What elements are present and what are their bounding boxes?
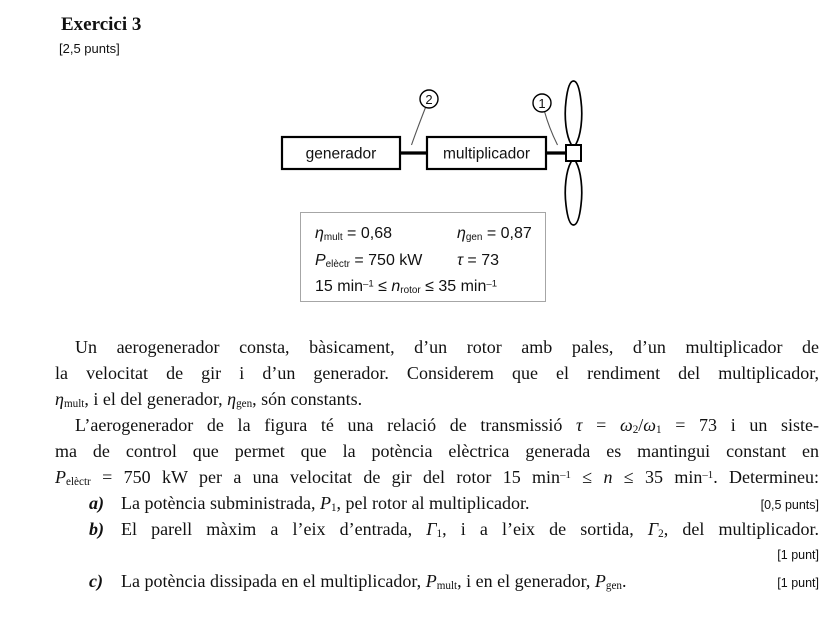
param-p-electr: $P_{elèctr} = 750$ kW (315, 252, 423, 270)
paragraph2-line3: $P_{elèctr} = 750$ kW per a una velocitat de gir del rotor 15 $\min^{-1} \le n \le 35$ $\min^{-1}$. Determineu: (55, 467, 820, 488)
param-eta-gen: $\eta_{gen} = 0,87$ (457, 225, 532, 243)
item-a-text: La potència subministrada, $P_1$, pel rotor al multiplicador. (121, 493, 530, 514)
rotor-hub (566, 145, 581, 161)
paragraph2-line1: L’aerogenerador de la figura té una relació de transmissió $\tau = \omega_2/\omega_1 = 73$ i un siste- (75, 415, 819, 436)
param-n-range: 15 $\min^{-1} \le n_{rotor} \le 35$ $\min^{-1}$ (315, 278, 498, 296)
item-c-letter: c) (89, 571, 103, 591)
paragraph1-line2: la velocitat de gir i d’un generador. Considerem que el rendiment del multiplicador, (55, 363, 819, 383)
multiplier-label: multiplicador (442, 145, 531, 163)
item-a-points: [0,5 punts] (760, 498, 819, 512)
rotor-blade-top (565, 81, 582, 146)
parameters-box (300, 212, 546, 302)
generator-label: generador (305, 145, 377, 163)
callout-2-number: 2 (425, 91, 433, 107)
callout-2-leader (412, 108, 426, 146)
list-item-b (55, 516, 819, 542)
paragraph1-line3: $\eta_{mult}$, i el del generador, $\eta_{gen}$, són constants. (55, 389, 363, 410)
rotor-blade-bottom (565, 160, 582, 225)
paragraph2-line2: ma de control que permet que la potència elèctrica generada es mantingui constant en (55, 441, 819, 461)
list-item-c (55, 568, 819, 594)
item-a-letter: a) (89, 493, 104, 513)
callout-1-number: 1 (538, 95, 546, 111)
paragraph1-line1: Un aerogenerador consta, bàsicament, d’un rotor amb pales, d’un multiplicador de (75, 337, 819, 357)
item-b-points: [1 punt] (777, 548, 819, 562)
exercise-title: Exercici 3 (61, 14, 142, 35)
list-item-a (55, 490, 819, 516)
exercise-text (55, 334, 819, 594)
param-eta-mult: $\eta_{mult} = 0,68$ (315, 225, 392, 243)
param-tau: τ = 73 (457, 252, 500, 269)
item-c-text: La potència dissipada en el multiplicador, $P_{mult}$, i en el generador, $P_{gen}$. (121, 571, 627, 592)
wind-turbine-diagram (270, 75, 620, 325)
exercise-total-points: [2,5 punts] (59, 41, 120, 56)
item-c-points: [1 punt] (777, 576, 819, 590)
item-b-text: El parell màxim a l’eix d’entrada, $\Gamma_1$, i a l’eix de sortida, $\Gamma_2$, del multiplicador. (121, 519, 819, 540)
item-b-letter: b) (89, 519, 104, 539)
